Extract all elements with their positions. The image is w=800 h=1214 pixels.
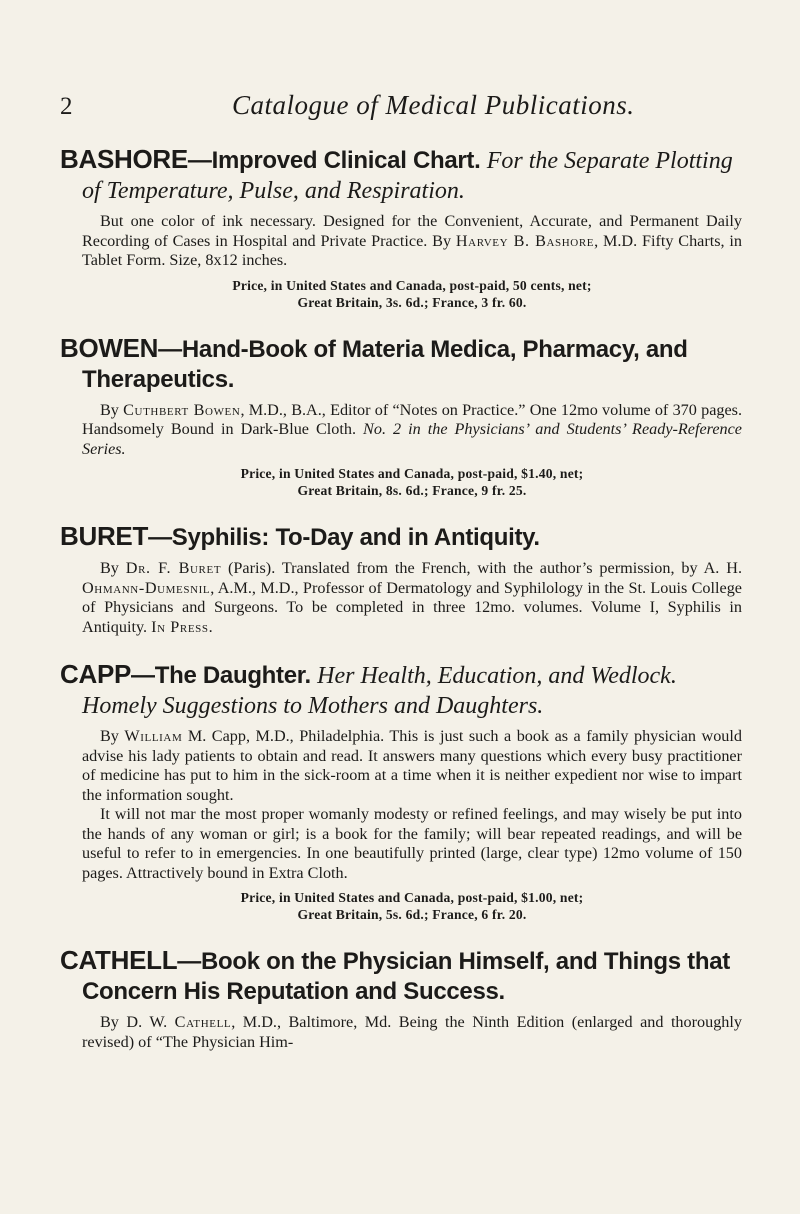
- desc-text: , M.D. Fifty Charts, in Tablet Form. Size, 8x12 inches.: [82, 231, 742, 269]
- desc-author: Cathell: [174, 1013, 232, 1031]
- price-line: Great Britain, 8s. 6d.; France, 9 fr. 25.: [297, 483, 527, 498]
- desc-text: By: [100, 559, 126, 577]
- entry-dash: —: [131, 662, 155, 689]
- desc-author: Harvey B. Bashore: [455, 231, 595, 250]
- entry-heading: [60, 945, 742, 1007]
- price-line: Price, in United States and Canada, post-paid, $1.00, net;: [240, 890, 584, 905]
- price-line: Great Britain, 3s. 6d.; France, 3 fr. 60.: [297, 294, 527, 310]
- desc-text: , M.D., Baltimore, Md. Being the Ninth Edition (enlarged and thoroughly revised) of “The Physician Him-: [82, 1013, 742, 1051]
- desc-author: Dr. F. Buret: [125, 559, 222, 577]
- desc-text: But one color of ink necessary. Designed for the Convenient, Accurate, and Permanent Daily Recording of Cases in Hospital and Private Practice. By: [82, 212, 742, 250]
- entry-title: Improved Clinical Chart.: [211, 147, 481, 174]
- desc-text: , A.M., M.D., Professor of Dermatology and Syphilology in the St. Louis College of Physicians and Surgeons. To be completed in three 12mo. volumes. Volume I, Syphilis in Antiquity.: [82, 578, 742, 636]
- entry-buret: [60, 521, 742, 637]
- entry-description-continued: It will not mar the most proper womanly modesty or refined feelings, and may wisely be put into the hands of any woman or girl; is a book for the family; will bear repeated readings, and will be useful to refer to in emergencies. In one beautifully printed (large, clear type) 12mo volume of 150 pages. Attractively bound in Extra Cloth.: [82, 805, 742, 882]
- entry-description: [82, 212, 742, 271]
- desc-translator: Ohmann-Dumesnil: [82, 578, 211, 597]
- entry-heading: [60, 144, 742, 206]
- entry-description: [82, 401, 742, 460]
- entry-heading: [60, 333, 742, 395]
- entry-author: CAPP: [60, 659, 132, 689]
- entry-title: Book on the Physician Himself, and Things that Concern His Reputation and Success.: [82, 948, 730, 1005]
- desc-text: (Paris). Translated from the French, with the author’s permission, by A. H.: [221, 559, 742, 577]
- price-line: Price, in United States and Canada, post-paid, $1.40, net;: [240, 466, 584, 481]
- entry-dash: —: [187, 147, 212, 174]
- entry-dash: —: [158, 335, 182, 363]
- entry-subtitle: Her Health, Education, and Wedlock. Homely Suggestions to Mothers and Daughters.: [82, 663, 677, 719]
- desc-author: Cuthbert Bowen: [123, 400, 241, 419]
- entry-description: [82, 1013, 742, 1052]
- desc-text: By: [100, 727, 125, 745]
- entry-capp: [60, 659, 742, 923]
- entry-heading: [60, 521, 742, 553]
- page-number: 2: [60, 93, 73, 120]
- entry-author: CATHELL: [60, 945, 178, 975]
- entry-dash: —: [148, 524, 172, 551]
- entry-dash: —: [177, 948, 201, 975]
- entry-heading: [60, 659, 742, 721]
- desc-text: By: [100, 400, 124, 419]
- page-header: [60, 0, 742, 130]
- entry-bowen: [60, 333, 742, 500]
- entry-cathell: [60, 945, 742, 1052]
- entry-author: BASHORE: [60, 144, 188, 174]
- desc-text: M. Capp, M.D., Philadelphia. This is just such a book as a family physician would advise his lady patients to obtain and read. It answers many questions which every busy practitioner of medicine has put to him in the sick-room at a time when it is neither expedient nor wise to impart the information sought.: [82, 727, 742, 804]
- entry-author: BURET: [60, 521, 149, 551]
- entry-subtitle: For the Separate Plotting of Temperature, Pulse, and Respiration.: [82, 148, 733, 204]
- price-line: Price, in United States and Canada, post-paid, 50 cents, net;: [232, 277, 592, 293]
- running-title: Catalogue of Medical Publications.: [232, 90, 635, 120]
- desc-series: No. 2 in the Physicians’ and Students’ Ready-Reference Series.: [82, 420, 742, 458]
- entry-author: BOWEN: [60, 332, 159, 363]
- desc-text: , M.D., B.A., Editor of “Notes on Practice.” One 12mo volume of 370 pages. Handsomely Bound in Dark-Blue Cloth.: [82, 400, 742, 438]
- entry-title: The Daughter.: [154, 662, 311, 689]
- entry-title: Syphilis: To-Day and in Antiquity.: [171, 524, 540, 551]
- entry-bashore: [60, 144, 742, 311]
- entry-description: [82, 727, 742, 805]
- desc-author: William: [124, 727, 183, 745]
- entry-title: Hand-Book of Materia Medica, Pharmacy, and Therapeutics.: [82, 335, 688, 393]
- desc-text: By D. W.: [100, 1013, 175, 1031]
- price-line: Great Britain, 5s. 6d.; France, 6 fr. 20.: [297, 907, 527, 922]
- desc-status: In Press.: [151, 617, 214, 636]
- entry-description: [82, 559, 742, 637]
